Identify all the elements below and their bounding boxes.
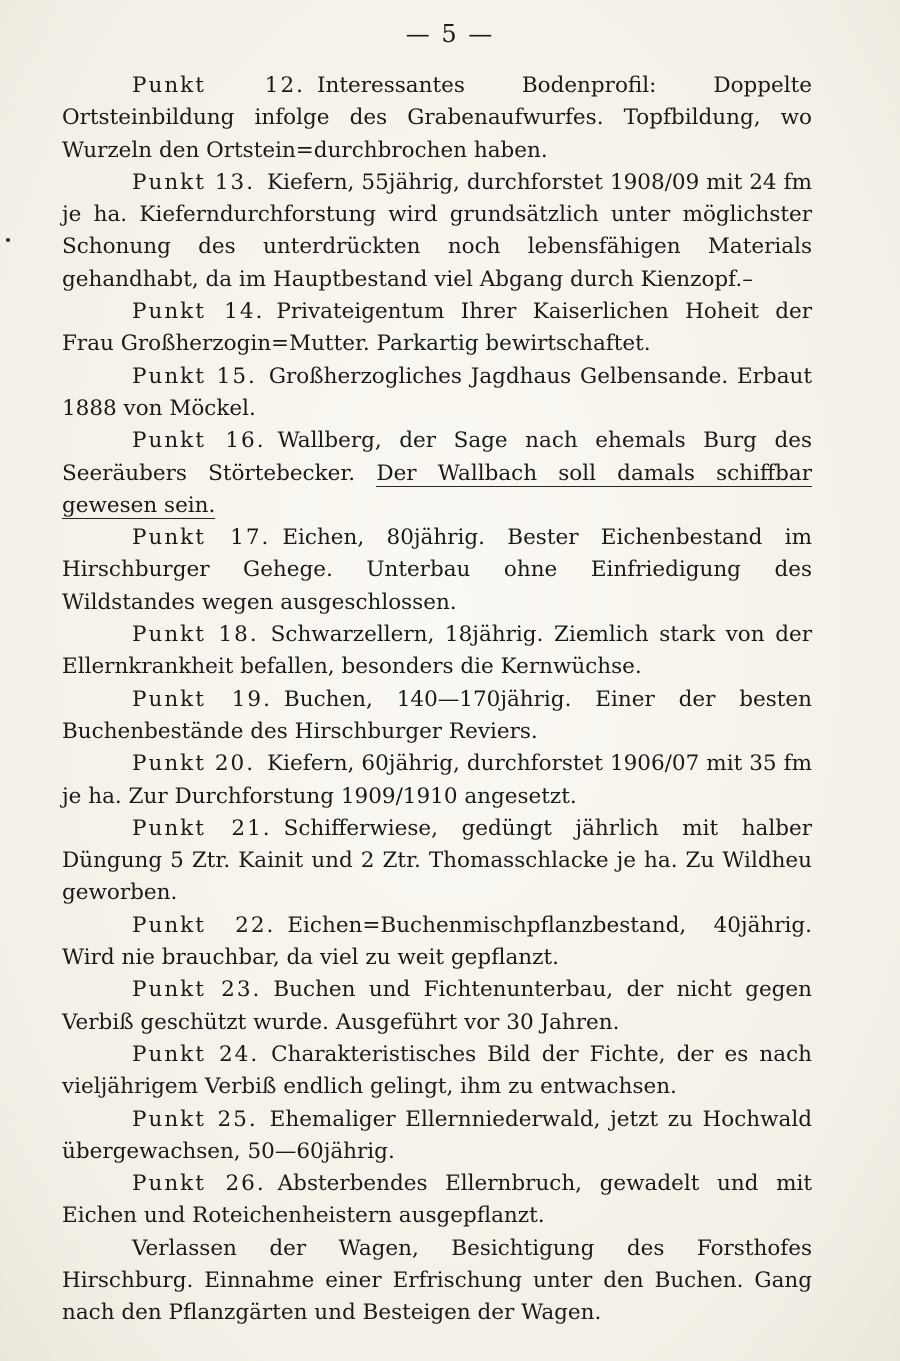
entry-punkt-18 — [62, 619, 812, 684]
page-number: — 5 — — [405, 20, 495, 48]
entry-text: Kiefern, 60jährig, durchforstet 1906/07 mit 35 fm je ha. Zur Durchforstung 1909/1910 angesetzt. — [62, 751, 812, 809]
entry-label: Punkt 16. — [132, 428, 266, 454]
entry-label: Punkt 21. — [132, 815, 272, 841]
entry-label: Punkt 19. — [132, 686, 272, 712]
entry-label: Punkt 18. — [132, 622, 259, 648]
entry-text: Wallberg, der Sage nach ehemals Burg des Seeräubers Störtebecker. — [62, 428, 812, 486]
entry-punkt-26 — [62, 1168, 812, 1233]
entry-label: Punkt 17. — [132, 525, 271, 551]
page-body — [62, 70, 812, 1330]
entry-punkt-21 — [62, 813, 812, 910]
entry-text: Privateigentum Ihrer Kaiserlichen Hoheit der Frau Großherzogin=Mutter. Parkartig bewirtschaftet. — [62, 299, 812, 357]
entry-punkt-25 — [62, 1104, 812, 1169]
entry-punkt-19 — [62, 684, 812, 749]
entry-punkt-22 — [62, 910, 812, 975]
underlined-sentence: Der Wallbach soll damals schiffbar gewesen sein. — [62, 460, 813, 518]
entry-punkt-14 — [62, 296, 812, 361]
entry-punkt-17 — [62, 522, 812, 619]
entry-label: Punkt 22. — [132, 912, 276, 938]
entry-text: Buchen, 140—170jährig. Einer der besten Buchenbestände des Hirschburger Reviers. — [62, 686, 812, 744]
entry-punkt-20 — [62, 748, 812, 813]
entry-label: Punkt 24. — [132, 1041, 260, 1067]
entry-text: Buchen und Fichtenunterbau, der nicht gegen Verbiß geschützt wurde. Ausgeführt vor 30 Jahren. — [62, 977, 812, 1035]
closing-paragraph: Verlassen der Wagen, Besichtigung des Forsthofes Hirschburg. Einnahme einer Erfrischung unter den Buchen. Gang nach den Pflanzgärten und Besteigen der Wagen. — [62, 1235, 812, 1326]
entry-label: Punkt 13. — [132, 169, 256, 195]
entry-text: Großherzogliches Jagdhaus Gelbensande. Erbaut 1888 von Möckel. — [62, 363, 813, 421]
entry-punkt-15 — [62, 361, 812, 426]
margin-mark — [6, 238, 10, 242]
entry-label: Punkt 12. — [132, 73, 306, 98]
entry-label: Punkt 20. — [132, 751, 256, 777]
entry-label: Punkt 26. — [132, 1171, 266, 1197]
entry-text: Charakteristisches Bild der Fichte, der es nach vieljährigem Verbiß endlich gelingt, ihm zu entwachsen. — [62, 1041, 812, 1100]
entry-label: Punkt 23. — [132, 977, 262, 1003]
entry-label: Punkt 14. — [132, 299, 265, 325]
entry-punkt-13 — [62, 167, 812, 296]
entry-text: Kiefern, 55jährig, durchforstet 1908/09 mit 24 fm je ha. Kieferndurchforstung wird grundsätzlich unter möglichster Schonung des unterdrückten noch lebensfähigen Materials gehandhabt, da im Hauptbestand viel Abgang durch Kienzopf.– — [62, 169, 812, 292]
entry-label: Punkt 25. — [132, 1106, 258, 1132]
entry-text: Interessantes Bodenprofil: Doppelte Ortsteinbildung infolge des Grabenaufwurfes. Topfbildung, wo Wurzeln den Ortstein=durchbrochen haben. — [62, 73, 813, 163]
entry-label: Punkt 15. — [132, 363, 257, 389]
entry-punkt-12 — [62, 70, 812, 167]
entry-punkt-16 — [62, 425, 812, 522]
entry-text: Ehemaliger Ellernniederwald, jetzt zu Hochwald übergewachsen, 50—60jährig. — [62, 1106, 812, 1164]
entry-punkt-23 — [62, 974, 812, 1039]
entry-text: Absterbendes Ellernbruch, gewadelt und mit Eichen und Roteichenheistern ausgepflanzt. — [62, 1171, 812, 1229]
entry-text: Schwarzellern, 18jährig. Ziemlich stark von der Ellernkrankheit befallen, besonders die Kernwüchse. — [62, 622, 812, 680]
entry-text: Eichen=Buchenmischpflanzbestand, 40jährig. Wird nie brauchbar, da viel zu weit gepflanzt. — [62, 912, 812, 971]
entry-text: Eichen, 80jährig. Bester Eichenbestand im Hirschburger Gehege. Unterbau ohne Einfriedigung des Wildstandes wegen ausgeschlossen. — [62, 525, 812, 615]
entry-punkt-24 — [62, 1039, 812, 1104]
entry-text: Schifferwiese, gedüngt jährlich mit halber Düngung 5 Ztr. Kainit und 2 Ztr. Thomasschlacke je ha. Zu Wildheu geworben. — [62, 815, 812, 906]
